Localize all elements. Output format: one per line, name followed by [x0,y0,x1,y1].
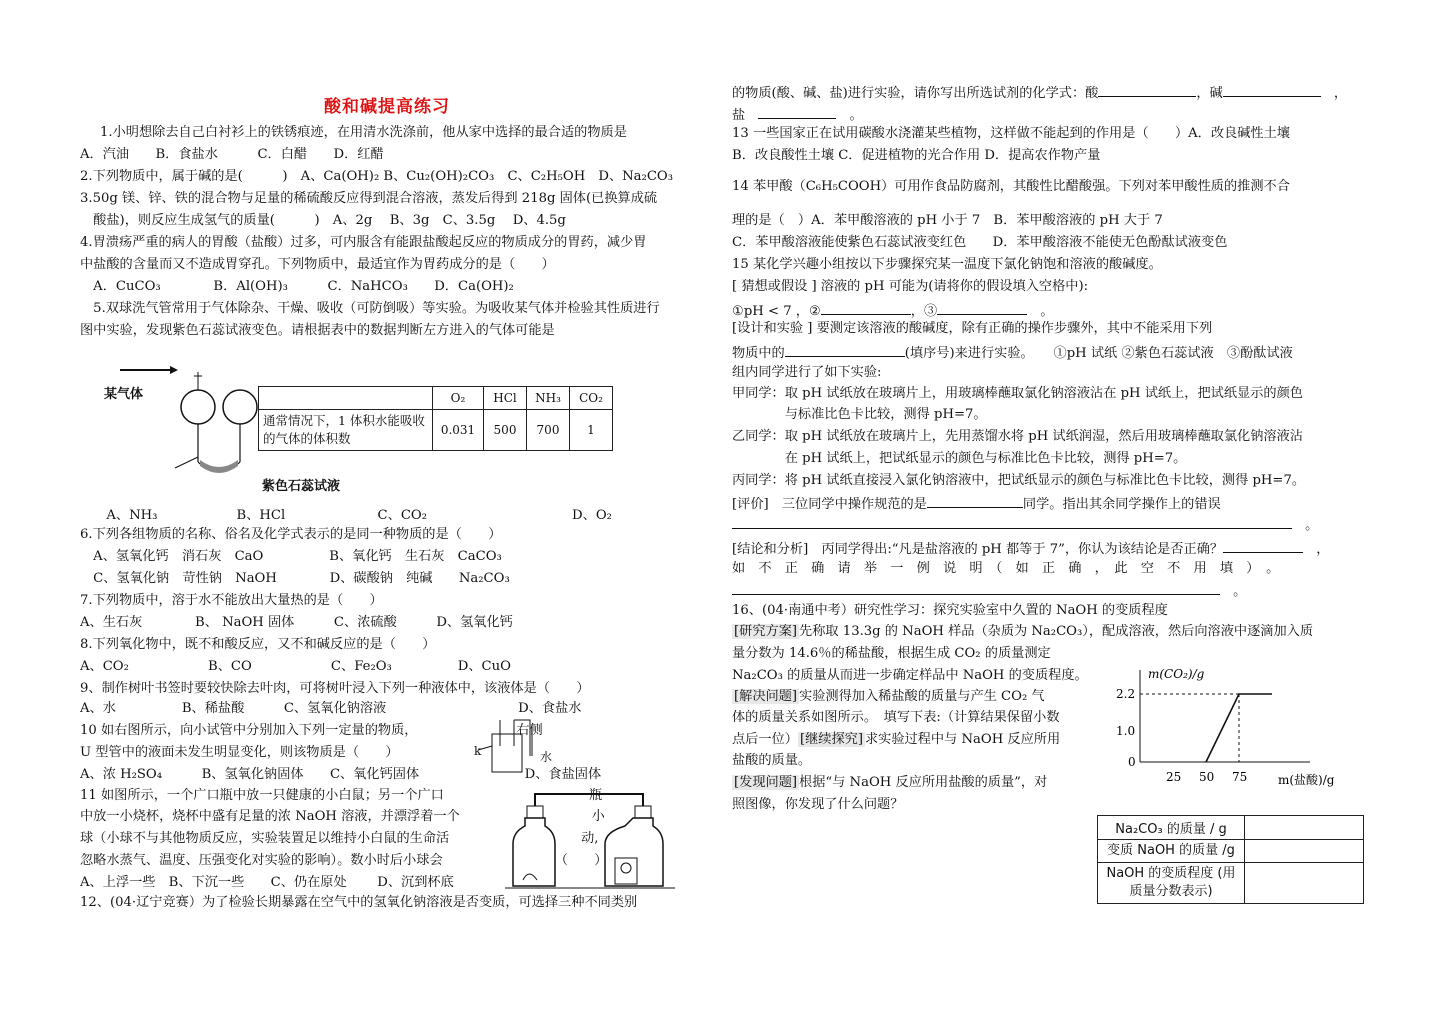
q16-further [732,731,1060,749]
table-row [259,387,613,410]
ph-blank-3[interactable] [937,300,1027,315]
table-cell: 500 [484,410,527,451]
naoh-deterioration-table [1097,815,1364,904]
ph-first: ①pH < 7 ，② [732,304,821,319]
q15-example: 如 不 正 确 请 举 一 例 说 明 （ 如 正 确 ， 此 空 不 用 填 ） 。 [732,561,1280,576]
alkali-label: ，碱 [1196,86,1223,101]
litmus-label: 紫色石蕊试液 [262,479,341,494]
q11-jars-figure [505,788,685,892]
table-cell [259,387,433,410]
design-choices: (填序号)来进行实验。 ①pH 试纸 ②紫色石蕊试液 ③酚酞试液 [904,346,1293,361]
q12-text-2: 的物质(酸、碱、盐)进行实验，请你写出所选试剂的化学式：酸 ，碱 ， [732,82,1347,103]
q3-text: 3.50g 镁、锌、铁的混合物与足量的稀硫酸反应得到混合溶液，蒸发后得到 218g 固体(已换算成硫 [80,191,658,206]
find-text: 根据“与 NaOH 反应所用盐酸的质量”，对 [799,775,1048,790]
co2-hcl-chart [1100,660,1350,790]
q13-text: 13 一些国家正在试用碳酸水浇灌某些植物，这样做不能起到的作用是（ ）A．改良碱性土壤 [732,126,1290,141]
gas-solubility-table [258,386,613,451]
q15-jia: 甲同学：取 pH 试纸放在玻璃片上，用玻璃棒蘸取氯化钠溶液沾在 pH 试纸上，把试纸显示的颜色 [732,386,1303,401]
further-tag: [继续探究] [799,732,863,747]
q11-text-2: 中放一小烧杯，烧杯中盛有足量的浓 NaOH 溶液，并漂浮着一个 小 [80,809,605,824]
table-row [1098,816,1364,840]
q16-plan-3: Na₂CO₃ 的质量从而进一步确定样品中 NaOH 的变质程度。 [732,668,1088,683]
y-tick-label: 0 [1128,755,1136,769]
q6-text: 6.下列各组物质的名称、俗名及化学式表示的是同一种物质的是（ ） [80,527,502,542]
error-blank[interactable] [732,514,1292,529]
q16-plan [732,623,1313,641]
y-tick-label: 1.0 [1116,724,1136,739]
table-row [1098,840,1364,863]
table-row [1098,863,1364,904]
table-cell: HCl [484,387,527,410]
page-title: 酸和碱提高练习 [324,97,450,117]
q9-options: A、水 B、稀盐酸 C、氢氧化钠溶液 D、食盐水 [80,701,582,716]
q7-options: A、生石灰 B、 NaOH 固体 C、浓硫酸 D、氢氧化钙 [80,615,513,630]
acid-blank[interactable] [1098,82,1196,97]
example-blank[interactable] [732,580,1220,595]
x-tick-label: 50 [1199,770,1215,784]
salt-blank[interactable] [758,104,836,119]
q1-text: 1.小明想除去自己白衬衫上的铁锈痕迹，在用清水洗涤前，他从家中选择的最合适的物质是 [100,125,627,140]
plan-tag: [研究方案] [734,624,798,639]
q15-design: [设计和实验 ] 要测定该溶液的酸碱度，除有正确的操作步骤外，其中不能采用下列 [732,321,1213,336]
ph-blank-2[interactable] [821,300,911,315]
further-text: 求实验过程中与 NaOH 反应所用 [864,732,1061,747]
q14-options-2: C．苯甲酸溶液能使紫色石蕊试液变红色 D．苯甲酸溶液不能使无色酚酞试液变色 [732,235,1228,250]
x-axis-label: m(盐酸)/g [1278,773,1335,787]
q4-text-2: 中盐酸的含量而又不造成胃穿孔。下列物质中，最适宜作为胃药成分的是（ ） [80,257,555,272]
table-cell: 0.031 [433,410,484,451]
q4-text: 4.胃溃疡严重的病人的胃酸（盐酸）过多，可内服含有能跟盐酸起反应的物质成分的胃药，减少胃 [80,235,647,250]
q12-salt: 盐 。 [732,104,863,125]
q11-text: 11 如图所示，一个广口瓶中放一只健康的小白鼠；另一个广口 瓶 [80,788,603,803]
q12-text: 12、(04·辽宁竞赛）为了检验长期暴露在空气中的氢氧化钠溶液是否变质，可选择三种不同类别 [80,895,638,910]
q5-text-2: 图中实验，发现紫色石蕊试液变色。请根据表中的数据判断左方进入的气体可能是 [80,323,555,338]
q5-options: A、NH₃ B、HCl C、CO₂ D、O₂ [80,508,612,523]
design-blank[interactable] [785,342,905,357]
q15-group: 组内同学进行了如下实验: [732,365,882,380]
q10-text: 10 如右图所示，向小试管中分别加入下列一定量的物质， 右侧 [80,723,543,738]
q10-options: A、浓 H₂SO₄ B、氢氧化钠固体 C、氧化钙固体 D、食盐固体 [80,767,602,782]
table-cell: NaOH 的变质程度 (用质量分数表示) [1098,863,1245,904]
q14-text: 14 苯甲酸（C₆H₅COOH）可用作食品防腐剂，其酸性比醋酸强。下列对苯甲酸性质的推测不合 [732,179,1290,194]
y-tick-label: 2.2 [1116,687,1136,701]
q15-jia-2: 与标准比色卡比较，测得 pH=7。 [732,407,987,422]
q16-text: 16、(04·南通中考）研究性学习：探究实验室中久置的 NaOH 的变质程度 [732,603,1168,618]
table-cell: 700 [527,410,570,451]
table-row [259,410,613,451]
q13-options: B．改良酸性土壤 C．促进植物的光合作用 D．提高农作物产量 [732,148,1101,163]
table-cell: CO₂ [570,387,613,410]
q16-further-2: 盐酸的质量。 [732,753,812,768]
q2-text: 2.下列物质中，属于碱的是( ) A、Ca(OH)₂ B、Cu₂(OH)₂CO₃ C、C₂H₅OH D、Na₂CO₃ [80,169,674,184]
answer-cell[interactable] [1245,840,1364,863]
x-tick-label: 25 [1166,770,1182,784]
table-cell: NH₃ [527,387,570,410]
y-axis-label: m(CO₂)/g [1148,667,1205,681]
q6-options-2: C、氢氧化钠 苛性钠 NaOH D、碳酸钠 纯碱 Na₂CO₃ [80,571,510,586]
find-tag: [发现问题] [734,775,798,790]
q15-design-2 [732,342,1293,363]
q16-solve [732,688,1045,706]
eval-blank[interactable] [927,493,1023,508]
eval-suffix: 同学。指出其余同学操作上的错误 [1022,497,1221,512]
q11-options: A、上浮一些 B、下沉一些 C、仍在原处 D、沉到杯底 [80,875,454,890]
q11-text-3: 球（小球不与其他物质反应，实验装置足以维持小白鼠的生命活 动, [80,831,599,846]
q3-text-2: 酸盐)，则反应生成氢气的质量( ) A、2g B、3g C、3.5g D、4.5g [80,213,566,228]
q16-solve-2: 体的质量关系如图所示。 填写下表:（计算结果保留小数 [732,710,1060,725]
q15-text: 15 某化学兴趣小组按以下步骤探究某一温度下氯化钠饱和溶液的酸碱度。 [732,257,1162,272]
conclusion-blank[interactable] [1223,538,1303,553]
q15-ph-blanks: ①pH < 7 ，② ，③ 。 [732,300,1054,321]
q14-options: 理的是（ ）A．苯甲酸溶液的 pH 小于 7 B．苯甲酸溶液的 pH 大于 7 [732,213,1163,228]
fig10-water-label: 水 [540,750,553,764]
q10-flask-figure [470,716,560,776]
q15-error-line: 。 [732,514,1318,535]
q15-bing: 丙同学：将 pH 试纸直接浸入氯化钠溶液中，把试纸显示的颜色与标准比色卡比较，测得 pH=7。 [732,473,1306,488]
alkali-blank[interactable] [1223,82,1321,97]
q11-text-4: 忽略水蒸气、温度、压强变化对实验的影响）。数小时后小球会 （ ） [80,853,608,868]
fig10-k-label: k [474,744,482,758]
answer-cell[interactable] [1245,816,1364,840]
table-cell: Na₂CO₃ 的质量 / g [1098,816,1245,840]
q8-options: A、CO₂ B、CO C、Fe₂O₃ D、CuO [80,659,511,674]
q8-text: 8.下列氧化物中，既不和酸反应，又不和碱反应的是（ ） [80,637,436,652]
q15-yi-2: 在 pH 试纸上，把试纸显示的颜色与标准比色卡比较，测得 pH=7。 [732,451,1187,466]
further-prefix: 点后一位） [732,732,798,747]
salt-label: 盐 [732,108,746,123]
solve-text: 实验测得加入稀盐酸的质量与产生 CO₂ 气 [799,689,1045,704]
table-cell: 变质 NaOH 的质量 /g [1098,840,1245,863]
table-cell: 1 [570,410,613,451]
plan-text: 先称取 13.3g 的 NaOH 样品（杂质为 Na₂CO₃），配成溶液，然后向溶液中逐滴加入质 [799,624,1314,639]
q10-text-2: U 型管中的液面未发生明显变化，则该物质是（ ） [80,745,399,760]
q16-find [732,774,1047,792]
q16-find-2: 照图像，你发现了什么问题？ [732,797,904,812]
conclusion-text: [结论和分析] 丙同学得出:“凡是盐溶液的 pH 都等于 7”，你认为该结论是否正确？ [732,542,1224,557]
gas-label: 某气体 [104,387,144,402]
table-cell: 通常情况下，1 体积水能吸收的气体的体积数 [259,410,433,451]
ph-third: ，③ [910,304,938,319]
q7-text: 7.下列物质中，溶于水不能放出大量热的是（ ） [80,593,383,608]
solve-tag: [解决问题] [734,689,798,704]
q4-options: A．CuCO₃ B．Al(OH)₃ C．NaHCO₃ D．Ca(OH)₂ [80,279,514,294]
q6-options-1: A、氢氧化钙 消石灰 CaO B、氧化钙 生石灰 CaCO₃ [80,549,502,564]
q5-text: 5.双球洗气管常用于气体除杂、干燥、吸收（可防倒吸）等实验。为吸收某气体并检验其性质进行 [80,301,660,316]
q15-evaluation [732,493,1221,514]
q9-text: 9、制作树叶书签时要较快除去叶肉，可将树叶浸入下列一种液体中，该液体是（ ） [80,681,590,696]
co2-series-line [1206,694,1272,762]
table-cell: O₂ [433,387,484,410]
eval-prefix: [评价] 三位同学中操作规范的是 [732,497,927,512]
q16-plan-2: 量分数为 14.6％的稀盐酸，根据生成 CO₂ 的质量测定 [732,646,1051,661]
q5-gas-washer-figure [100,362,270,497]
q12-text-2-label: 的物质(酸、碱、盐)进行实验，请你写出所选试剂的化学式：酸 [732,86,1099,101]
q1-options: A．汽油 B．食盐水 C．白醋 D．红醋 [80,147,384,162]
answer-cell[interactable] [1245,863,1364,904]
design-prefix: 物质中的 [732,346,785,361]
q15-hypothesis: [ 猜想或假设 ] 溶液的 pH 可能为(请将你的假设填入空格中): [732,279,1089,294]
q15-conclusion: [结论和分析] 丙同学得出:“凡是盐溶液的 pH 都等于 7”，你认为该结论是否正确？ ， [732,538,1330,559]
q15-yi: 乙同学：取 pH 试纸放在玻璃片上，先用蒸馏水将 pH 试纸润湿，然后用玻璃棒蘸取氯化钠溶液沾 [732,429,1303,444]
x-tick-label: 75 [1232,770,1248,784]
q15-example-line: 。 [732,580,1246,601]
